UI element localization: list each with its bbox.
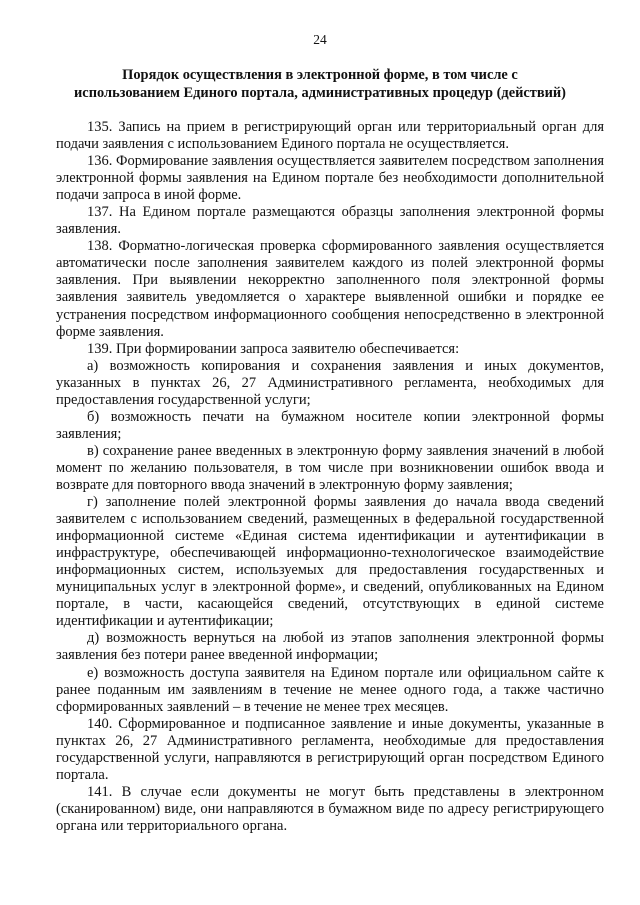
paragraph-139: 139. При формировании запроса заявителю обеспечивается: — [87, 340, 460, 357]
paragraph-139-item-b: б) возможность печати на бумажном носителе копии электронной формы заявления; — [56, 408, 604, 442]
paragraph-139-item-d: д) возможность вернуться на любой из этапов заполнения электронной формы заявления без потери ранее введенной информации; — [56, 630, 604, 664]
paragraph-137: 137. На Едином портале размещаются образцы заполнения электронной формы заявления. — [56, 204, 604, 238]
paragraph-135: 135. Запись на прием в регистрирующий орган или территориальный орган для подачи заявления с использованием Единого портала не осуществляется. — [56, 119, 604, 153]
section-heading: Порядок осуществления в электронной форме, в том числе с использованием Единого портала, административных процедур (действий) — [74, 67, 566, 101]
paragraph-139-item-a: а) возможность копирования и сохранения заявления и иных документов, указанных в пунктах 26, 27 Административного регламента, необходимых для предоставления государственной услуги; — [56, 357, 604, 408]
paragraph-141: 141. В случае если документы не могут быть представлены в электронном (сканированном) виде, они направляются в бумажном виде по адресу регистрирующего органа или территориального органа. — [56, 783, 604, 834]
paragraph-139-item-v: в) сохранение ранее введенных в электронную форму заявления значений в любой момент по желанию пользователя, в том числе при возникновении ошибок ввода и возврате для повторного ввода значений в электронную форму заявления; — [56, 442, 604, 493]
paragraph-139-item-e: е) возможность доступа заявителя на Едином портале или официальном сайте к ранее поданным им заявлениям в течение не менее одного года, а также частично сформированных заявлений – в течение не менее трех месяцев. — [56, 664, 604, 715]
paragraph-139-item-g: г) заполнение полей электронной формы заявления до начала ввода сведений заявителем с использованием сведений, размещенных в федеральной государственной информационной системе «Единая система идентификации и аутентификации в инфраструктуре, обеспечивающей информационно-технологическое взаимодействие информационных систем, используемых для предоставления государственных и муниципальных услуг в электронной форме», и сведений, опубликованных на Едином портале, в части, касающейся сведений, отсутствующих в единой системе идентификации и аутентификации; — [56, 494, 604, 630]
paragraph-138: 138. Форматно-логическая проверка сформированного заявления осуществляется автоматически после заполнения заявителем каждого из полей электронной формы заявления. При выявлении некорректно заполненного поля электронной формы заявления заявитель уведомляется о характере выявленной ошибки и порядке ее устранения посредством информационного сообщения непосредственно в электронной форме заявления. — [56, 238, 604, 340]
document-body — [56, 119, 604, 835]
paragraph-136: 136. Формирование заявления осуществляется заявителем посредством заполнения электронной формы заявления на Едином портале без необходимости дополнительной подачи запроса в иной форме. — [56, 153, 604, 204]
paragraph-140: 140. Сформированное и подписанное заявление и иные документы, указанные в пунктах 26, 27 Административного регламента, необходимые для предоставления государственной услуги, направляются в регистрирующий орган посредством Единого портала. — [56, 715, 604, 783]
page-number: 24 — [313, 32, 327, 47]
